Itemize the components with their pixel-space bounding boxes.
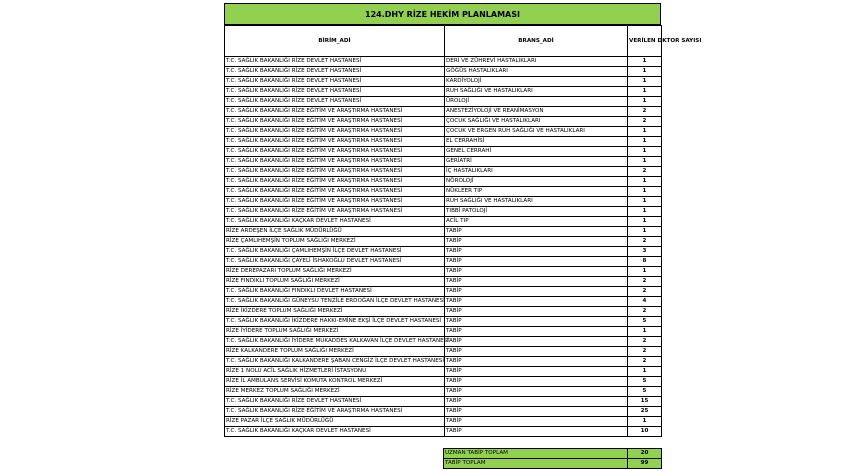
brans-cell: TABİP (445, 387, 628, 397)
brans-cell: ACİL TIP (445, 217, 628, 227)
count-cell: 1 (628, 187, 662, 197)
table-row (225, 427, 662, 437)
birim-cell: T.C. SAĞLIK BAKANLIĞI RİZE EĞİTİM VE ARAŞTIRMA HASTANESİ (225, 167, 445, 177)
brans-cell: ÜROLOJİ (445, 97, 628, 107)
birim-cell: T.C. SAĞLIK BAKANLIĞI RİZE EĞİTİM VE ARAŞTIRMA HASTANESİ (225, 177, 445, 187)
total-row (444, 459, 662, 469)
brans-cell: İÇ HASTALIKLARI (445, 167, 628, 177)
count-cell: 5 (628, 387, 662, 397)
brans-cell: GENEL CERRAHİ (445, 147, 628, 157)
birim-cell: RİZE DEREPAZARI TOPLUM SAĞLIĞI MERKEZİ (225, 267, 445, 277)
total-value: 20 (628, 449, 662, 459)
birim-cell: T.C. SAĞLIK BAKANLIĞI GÜNEYSU TENZİLE ERDOĞAN İLÇE DEVLET HASTANESİ (225, 297, 445, 307)
table-row (225, 217, 662, 227)
birim-cell: T.C. SAĞLIK BAKANLIĞI RİZE EĞİTİM VE ARAŞTIRMA HASTANESİ (225, 117, 445, 127)
table-row (225, 367, 662, 377)
birim-cell: RİZE KALKANDERE TOPLUM SAĞLIĞI MERKEZİ (225, 347, 445, 357)
birim-cell: T.C. SAĞLIK BAKANLIĞI RİZE EĞİTİM VE ARAŞTIRMA HASTANESİ (225, 197, 445, 207)
table-row (225, 127, 662, 137)
brans-cell: EL CERRAHİSİ (445, 137, 628, 147)
brans-cell: TABİP (445, 257, 628, 267)
total-label: TABİP TOPLAM (444, 459, 628, 469)
table-row (225, 77, 662, 87)
table-row (225, 167, 662, 177)
count-cell: 1 (628, 57, 662, 67)
header-brans: BRANS_ADİ (445, 26, 628, 57)
count-cell: 1 (628, 87, 662, 97)
count-cell: 2 (628, 277, 662, 287)
brans-cell: TABİP (445, 247, 628, 257)
count-cell: 1 (628, 147, 662, 157)
count-cell: 1 (628, 157, 662, 167)
total-value: 99 (628, 459, 662, 469)
brans-cell: RUH SAĞLIĞI VE HASTALIKLARI (445, 197, 628, 207)
brans-cell: RUH SAĞLIĞI VE HASTALIKLARI (445, 87, 628, 97)
birim-cell: T.C. SAĞLIK BAKANLIĞI RİZE DEVLET HASTANESİ (225, 87, 445, 97)
count-cell: 1 (628, 137, 662, 147)
count-cell: 1 (628, 177, 662, 187)
birim-cell: T.C. SAĞLIK BAKANLIĞI RİZE DEVLET HASTANESİ (225, 57, 445, 67)
table-row (225, 157, 662, 167)
count-cell: 10 (628, 427, 662, 437)
brans-cell: TABİP (445, 367, 628, 377)
birim-cell: T.C. SAĞLIK BAKANLIĞI RİZE EĞİTİM VE ARAŞTIRMA HASTANESİ (225, 147, 445, 157)
birim-cell: RİZE MERKEZ TOPLUM SAĞLIĞI MERKEZİ (225, 387, 445, 397)
birim-cell: T.C. SAĞLIK BAKANLIĞI RİZE EĞİTİM VE ARAŞTIRMA HASTANESİ (225, 137, 445, 147)
brans-cell: TABİP (445, 397, 628, 407)
table-row (225, 227, 662, 237)
count-cell: 2 (628, 337, 662, 347)
count-cell: 2 (628, 287, 662, 297)
header-birim: BİRİM_ADİ (225, 26, 445, 57)
table-row (225, 197, 662, 207)
count-cell: 2 (628, 357, 662, 367)
brans-cell: ÇOCUK VE ERGEN RUH SAĞLIĞI VE HASTALIKLARI (445, 127, 628, 137)
brans-cell: GERİATRİ (445, 157, 628, 167)
count-cell: 2 (628, 117, 662, 127)
count-cell: 1 (628, 207, 662, 217)
brans-cell: NÖROLOJİ (445, 177, 628, 187)
count-cell: 1 (628, 227, 662, 237)
count-cell: 4 (628, 297, 662, 307)
table-row (225, 97, 662, 107)
brans-cell: ANESTEZİYOLOJİ VE REANİMASYON (445, 107, 628, 117)
brans-cell: TABİP (445, 277, 628, 287)
count-cell: 1 (628, 97, 662, 107)
birim-cell: T.C. SAĞLIK BAKANLIĞI RİZE EĞİTİM VE ARAŞTIRMA HASTANESİ (225, 127, 445, 137)
table-row (225, 327, 662, 337)
count-cell: 1 (628, 217, 662, 227)
birim-cell: RİZE İYİDERE TOPLUM SAĞLIĞI MERKEZİ (225, 327, 445, 337)
brans-cell: KARDİYOLOJİ (445, 77, 628, 87)
table-row (225, 347, 662, 357)
brans-cell: TABİP (445, 337, 628, 347)
count-cell: 2 (628, 167, 662, 177)
spreadsheet (224, 3, 702, 469)
brans-cell: TABİP (445, 377, 628, 387)
total-row (444, 449, 662, 459)
table-row (225, 287, 662, 297)
count-cell: 15 (628, 397, 662, 407)
count-cell: 5 (628, 377, 662, 387)
birim-cell: T.C. SAĞLIK BAKANLIĞI KAÇKAR DEVLET HASTANESİ (225, 217, 445, 227)
birim-cell: T.C. SAĞLIK BAKANLIĞI ÇAYELİ İSHAKOĞLU DEVLET HASTANESİ (225, 257, 445, 267)
count-cell: 2 (628, 347, 662, 357)
count-cell: 1 (628, 417, 662, 427)
brans-cell: TABİP (445, 307, 628, 317)
brans-cell: NÜKLEER TIP (445, 187, 628, 197)
birim-cell: T.C. SAĞLIK BAKANLIĞI RİZE DEVLET HASTANESİ (225, 97, 445, 107)
birim-cell: T.C. SAĞLIK BAKANLIĞI ÇAMLIHEMŞİN İLÇE DEVLET HASTANESİ (225, 247, 445, 257)
brans-cell: DERİ VE ZÜHREVİ HASTALIKLARI (445, 57, 628, 67)
brans-cell: TABİP (445, 227, 628, 237)
birim-cell: RİZE İL AMBULANS SERVİSİ KOMUTA KONTROL MERKEZİ (225, 377, 445, 387)
count-cell: 8 (628, 257, 662, 267)
count-cell: 1 (628, 67, 662, 77)
brans-cell: TABİP (445, 427, 628, 437)
birim-cell: T.C. SAĞLIK BAKANLIĞI RİZE EĞİTİM VE ARAŞTIRMA HASTANESİ (225, 187, 445, 197)
table-row (225, 277, 662, 287)
header-row (225, 26, 662, 57)
brans-cell: TABİP (445, 317, 628, 327)
birim-cell: T.C. SAĞLIK BAKANLIĞI RİZE EĞİTİM VE ARAŞTIRMA HASTANESİ (225, 407, 445, 417)
table-row (225, 297, 662, 307)
count-cell: 1 (628, 77, 662, 87)
birim-cell: T.C. SAĞLIK BAKANLIĞI FINDIKLI DEVLET HASTANESİ (225, 287, 445, 297)
table-row (225, 397, 662, 407)
count-cell: 1 (628, 197, 662, 207)
planning-table (224, 25, 702, 437)
birim-cell: RİZE 1 NOLU ACİL SAĞLIK HİZMETLERİ İSTASYONU (225, 367, 445, 377)
count-cell: 2 (628, 237, 662, 247)
table-row (225, 147, 662, 157)
table-body (225, 57, 662, 437)
table-row (225, 337, 662, 347)
birim-cell: T.C. SAĞLIK BAKANLIĞI RİZE DEVLET HASTANESİ (225, 77, 445, 87)
table-row (225, 67, 662, 77)
table-row (225, 267, 662, 277)
brans-cell: TABİP (445, 287, 628, 297)
birim-cell: RİZE PAZAR İLÇE SAĞLIK MÜDÜRLÜĞÜ (225, 417, 445, 427)
total-label: UZMAN TABİP TOPLAM (444, 449, 628, 459)
birim-cell: T.C. SAĞLIK BAKANLIĞI RİZE EĞİTİM VE ARAŞTIRMA HASTANESİ (225, 157, 445, 167)
table-row (225, 237, 662, 247)
brans-cell: TIBBİ PATOLOJİ (445, 207, 628, 217)
brans-cell: TABİP (445, 267, 628, 277)
brans-cell: TABİP (445, 237, 628, 247)
table-row (225, 187, 662, 197)
table-row (225, 107, 662, 117)
birim-cell: RİZE İKİZDERE TOPLUM SAĞLIĞI MERKEZİ (225, 307, 445, 317)
totals-table (443, 448, 662, 469)
brans-cell: TABİP (445, 327, 628, 337)
count-cell: 25 (628, 407, 662, 417)
table-row (225, 387, 662, 397)
birim-cell: T.C. SAĞLIK BAKANLIĞI KAÇKAR DEVLET HASTANESİ (225, 427, 445, 437)
table-row (225, 307, 662, 317)
birim-cell: T.C. SAĞLIK BAKANLIĞI KALKANDERE ŞABAN CENGİZ İLÇE DEVLET HASTANESİ (225, 357, 445, 367)
birim-cell: T.C. SAĞLIK BAKANLIĞI RİZE EĞİTİM VE ARAŞTIRMA HASTANESİ (225, 107, 445, 117)
table-row (225, 177, 662, 187)
sheet-title: 124.DHY RİZE HEKİM PLANLAMASI (224, 3, 661, 25)
table-row (225, 357, 662, 367)
brans-cell: TABİP (445, 417, 628, 427)
table-row (225, 417, 662, 427)
count-cell: 1 (628, 267, 662, 277)
birim-cell: T.C. SAĞLIK BAKANLIĞI İKİZDERE HAKKI-EMİNE EKŞİ İLÇE DEVLET HASTANESİ (225, 317, 445, 327)
table-row (225, 57, 662, 67)
table-row (225, 317, 662, 327)
table-row (225, 87, 662, 97)
table-row (225, 377, 662, 387)
birim-cell: RİZE FINDIKLI TOPLUM SAĞLIĞI MERKEZİ (225, 277, 445, 287)
birim-cell: T.C. SAĞLIK BAKANLIĞI RİZE EĞİTİM VE ARAŞTIRMA HASTANESİ (225, 207, 445, 217)
birim-cell: T.C. SAĞLIK BAKANLIĞI İYİDERE MUKADDES KALKAVAN İLÇE DEVLET HASTANESİ (225, 337, 445, 347)
brans-cell: TABİP (445, 357, 628, 367)
count-cell: 2 (628, 307, 662, 317)
count-cell: 5 (628, 317, 662, 327)
table-row (225, 117, 662, 127)
brans-cell: ÇOCUK SAĞLIĞI VE HASTALIKLARI (445, 117, 628, 127)
count-cell: 1 (628, 327, 662, 337)
table-row (225, 247, 662, 257)
table-row (225, 257, 662, 267)
brans-cell: TABİP (445, 407, 628, 417)
table-row (225, 207, 662, 217)
birim-cell: T.C. SAĞLIK BAKANLIĞI RİZE DEVLET HASTANESİ (225, 67, 445, 77)
table-row (225, 137, 662, 147)
header-count: VERİLEN DKTOR SAYISI (628, 26, 662, 57)
birim-cell: RİZE ARDEŞEN İLÇE SAĞLIK MÜDÜRLÜĞÜ (225, 227, 445, 237)
count-cell: 3 (628, 247, 662, 257)
brans-cell: TABİP (445, 347, 628, 357)
brans-cell: TABİP (445, 297, 628, 307)
count-cell: 1 (628, 367, 662, 377)
count-cell: 2 (628, 107, 662, 117)
birim-cell: RİZE ÇAMLIHEMŞİN TOPLUM SAĞLIĞI MERKEZİ (225, 237, 445, 247)
brans-cell: GÖĞÜS HASTALIKLARI (445, 67, 628, 77)
count-cell: 1 (628, 127, 662, 137)
table-row (225, 407, 662, 417)
birim-cell: T.C. SAĞLIK BAKANLIĞI RİZE DEVLET HASTANESİ (225, 397, 445, 407)
